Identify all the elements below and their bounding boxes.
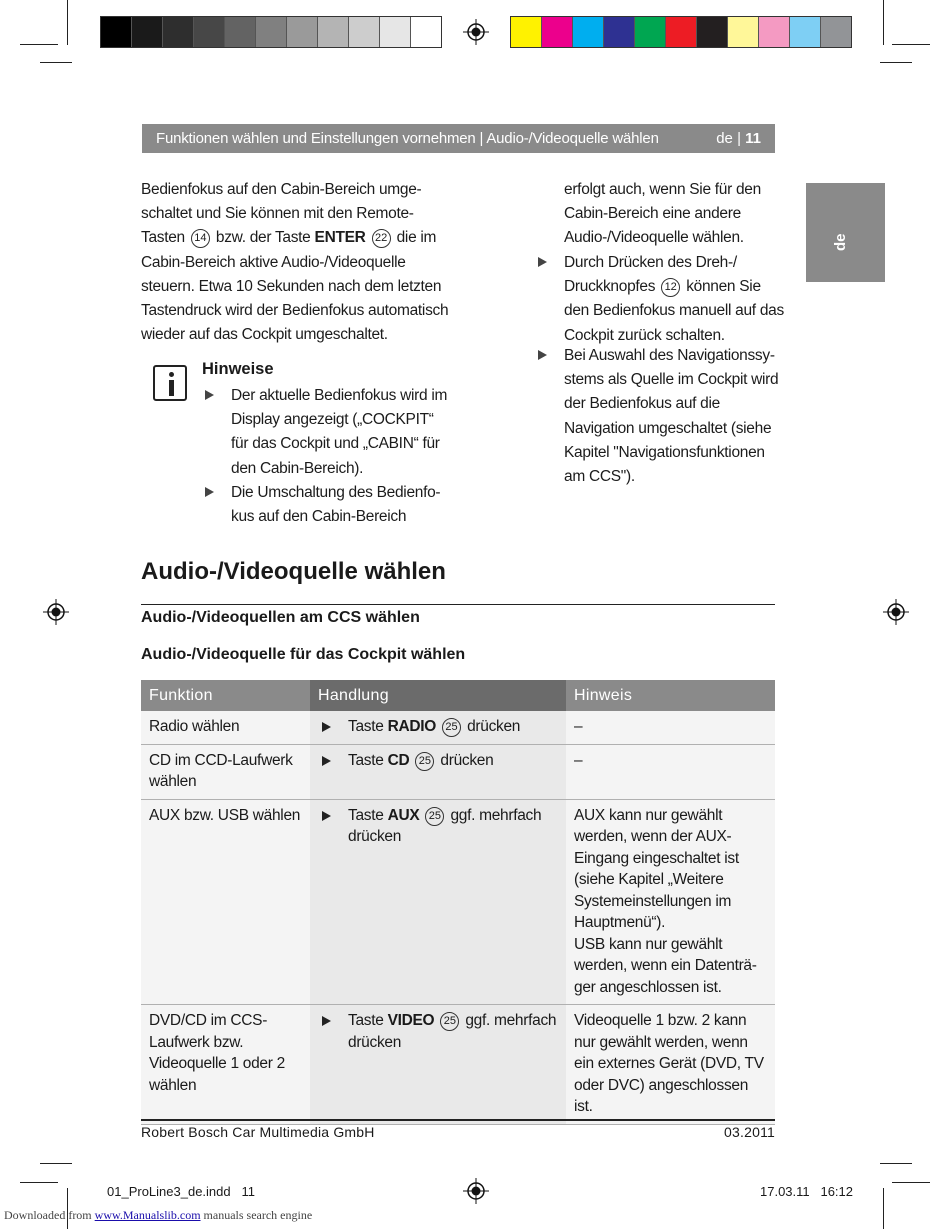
color-swatch: [287, 17, 318, 47]
subsection-heading: Audio-/Videoquellen am CCS wählen: [141, 609, 420, 626]
text-fragment: Taste: [348, 718, 384, 735]
text-line: Tastendruck wird der Bedienfokus automatisch: [141, 302, 449, 320]
bullet-arrow-icon: [205, 390, 214, 400]
text-fragment: Taste: [348, 806, 384, 824]
right-bullet-item: [564, 344, 789, 489]
color-swatch: [604, 17, 635, 47]
key-label: CD: [387, 751, 410, 769]
text-line: steuern. Etwa 10 Sekunden nach dem letzten: [141, 277, 442, 295]
text-line: am CCS").: [564, 468, 635, 486]
circled-number: 25: [425, 807, 444, 826]
text-line: kus auf den Cabin-Bereich: [231, 508, 407, 526]
header-title: Funktionen wählen und Einstellungen vornehmen | Audio-/Videoquelle wählen: [156, 130, 659, 147]
circled-number: 22: [372, 229, 391, 248]
key-label: ENTER: [314, 229, 366, 247]
text-fragment: Tasten: [141, 229, 185, 247]
slug-timestamp: 17.03.11 16:12: [760, 1184, 854, 1199]
color-swatch: [380, 17, 411, 47]
header-page: [716, 130, 761, 147]
cell-hinweis: Videoquelle 1 bzw. 2 kann nur gewählt werden, wenn ein externes Gerät (DVD, TV oder DVC) angeschlossen ist.: [566, 1005, 775, 1125]
text-line: Cockpit zurück schalten.: [564, 326, 725, 344]
table-row: [141, 1005, 775, 1125]
note-title: Hinweise: [202, 360, 274, 378]
key-label: RADIO: [387, 718, 437, 735]
color-swatch: [411, 17, 441, 47]
text-fragment: drücken: [467, 718, 521, 735]
cell-handlung: [310, 1005, 566, 1125]
hinweis-text: AUX kann nur gewählt werden, wenn der AUX-Eingang eingeschaltet ist (siehe Kapitel „Weitere Systemeinstellungen im Hauptmenü“).: [574, 806, 739, 931]
color-swatch: [728, 17, 759, 47]
text-fragment: die im: [396, 229, 437, 247]
cmyk-color-bar: [510, 16, 852, 48]
section-rule: [141, 604, 775, 605]
color-swatch: [256, 17, 287, 47]
column-header: Handlung: [310, 680, 566, 711]
text-fragment: Taste: [348, 1012, 384, 1029]
color-swatch: [349, 17, 380, 47]
text-fragment: drücken: [440, 751, 494, 769]
footer-rule: [141, 1119, 775, 1121]
color-swatch: [194, 17, 225, 47]
color-swatch: [697, 17, 728, 47]
text-line: wieder auf das Cockpit umgeschaltet.: [141, 326, 388, 344]
cell-funktion: Radio wählen: [141, 711, 310, 744]
cell-handlung: [310, 799, 566, 1005]
color-swatch: [318, 17, 349, 47]
registration-mark-icon: [883, 599, 909, 625]
color-swatch: [821, 17, 851, 47]
text-line: erfolgt auch, wenn Sie für den: [564, 181, 761, 198]
color-swatch: [573, 17, 604, 47]
download-note: [4, 1208, 312, 1223]
text-line: den Cabin-Bereich).: [231, 459, 364, 477]
registration-mark-icon: [463, 1178, 489, 1204]
text-line: Cabin-Bereich eine andere: [564, 205, 741, 223]
text-line: Display angezeigt („COCKPIT“: [231, 411, 434, 429]
right-bullet-item: [564, 251, 789, 348]
color-swatch: [163, 17, 194, 47]
slug-filename: 01_ProLine3_de.indd 11: [107, 1184, 255, 1199]
left-column-paragraph: [141, 178, 451, 347]
cell-hinweis: [566, 799, 775, 1005]
color-swatch: [666, 17, 697, 47]
table-row: [141, 744, 775, 799]
color-swatch: [225, 17, 256, 47]
color-swatch: [132, 17, 163, 47]
text-line: Bei Auswahl des Navigationssy-: [564, 347, 775, 364]
footer-date: 03.2011: [724, 1124, 775, 1140]
gray-color-bar: [100, 16, 442, 48]
text-line: den Bedienfokus manuell auf das: [564, 302, 784, 320]
table-header-row: [141, 680, 775, 711]
key-label: VIDEO: [387, 1012, 435, 1029]
text-fragment: ggf. mehrfach drücken: [348, 806, 542, 845]
bullet-arrow-icon: [205, 487, 214, 497]
color-swatch: [511, 17, 542, 47]
text-line: Kapitel "Navigationsfunktionen: [564, 443, 765, 461]
bullet-arrow-icon: [322, 722, 331, 732]
cell-hinweis: –: [566, 744, 775, 799]
footer-company: Robert Bosch Car Multimedia GmbH: [141, 1124, 375, 1140]
info-icon: [153, 365, 187, 401]
cell-funktion: AUX bzw. USB wählen: [141, 799, 310, 1005]
key-label: AUX: [387, 806, 420, 824]
subsection-heading: Audio-/Videoquelle für das Cockpit wählen: [141, 646, 466, 663]
text-fragment: Druckknopfes: [564, 278, 656, 296]
circled-number: 12: [661, 278, 680, 297]
registration-mark-icon: [463, 19, 489, 45]
bullet-arrow-icon: [538, 257, 547, 267]
language-tab-label: de: [832, 233, 849, 251]
manualslib-link[interactable]: www.Manualslib.com: [94, 1208, 201, 1222]
download-prefix: Downloaded from: [4, 1208, 92, 1222]
color-swatch: [101, 17, 132, 47]
header-separator: |: [737, 130, 741, 147]
circled-number: 25: [440, 1012, 459, 1031]
circled-number: 25: [415, 752, 434, 771]
section-heading: Audio-/Videoquelle wählen: [141, 558, 446, 585]
cell-handlung: [310, 744, 566, 799]
column-header: Funktion: [141, 680, 310, 711]
text-line: Die Umschaltung des Bedienfo-: [231, 484, 441, 501]
cell-hinweis: –: [566, 711, 775, 744]
color-swatch: [542, 17, 573, 47]
text-line: Navigation umgeschaltet (siehe: [564, 419, 772, 437]
bullet-arrow-icon: [322, 811, 331, 821]
color-swatch: [759, 17, 790, 47]
hinweis-text: USB kann nur gewählt werden, wenn ein Datenträ-ger angeschlossen ist.: [574, 935, 757, 996]
header-lang: de: [716, 130, 733, 147]
color-swatch: [790, 17, 821, 47]
language-tab: [806, 183, 885, 282]
text-line: Audio-/Videoquelle wählen.: [564, 229, 744, 247]
registration-mark-icon: [43, 599, 69, 625]
page-number: 11: [745, 130, 761, 147]
text-fragment: Taste: [348, 751, 384, 769]
text-fragment: können Sie: [686, 278, 761, 296]
text-line: Cabin-Bereich aktive Audio-/Videoquelle: [141, 253, 406, 271]
cell-funktion: DVD/CD im CCS-Laufwerk bzw. Videoquelle 1 oder 2 wählen: [141, 1005, 310, 1125]
color-swatch: [635, 17, 666, 47]
cell-funktion: CD im CCD-Laufwerk wählen: [141, 744, 310, 799]
bullet-arrow-icon: [322, 756, 331, 766]
column-header: Hinweis: [566, 680, 775, 711]
text-line: schaltet und Sie können mit den Remote-: [141, 205, 414, 223]
text-line: [141, 226, 451, 250]
text-line: für das Cockpit und „CABIN“ für: [231, 435, 440, 453]
right-column-continuation: [564, 178, 789, 251]
text-line: der Bedienfokus auf die: [564, 395, 720, 413]
cell-handlung: [310, 711, 566, 744]
text-line: [564, 275, 789, 299]
source-table: [141, 680, 775, 1125]
text-line: Der aktuelle Bedienfokus wird im: [231, 387, 448, 404]
text-fragment: bzw. der Taste: [215, 229, 311, 247]
note-item: [231, 481, 461, 529]
circled-number: 25: [442, 718, 461, 737]
table-row: [141, 711, 775, 744]
bullet-arrow-icon: [322, 1016, 331, 1026]
circled-number: 14: [191, 229, 210, 248]
note-item: [231, 384, 461, 481]
text-line: stems als Quelle im Cockpit wird: [564, 371, 779, 389]
bullet-arrow-icon: [538, 350, 547, 360]
text-fragment: ggf. mehrfach drücken: [348, 1012, 557, 1051]
text-line: Durch Drücken des Dreh-/: [564, 254, 737, 271]
table-row: [141, 799, 775, 1005]
download-suffix: manuals search engine: [203, 1208, 313, 1222]
text-line: Bedienfokus auf den Cabin-Bereich umge-: [141, 181, 422, 198]
page-header: [142, 124, 775, 153]
